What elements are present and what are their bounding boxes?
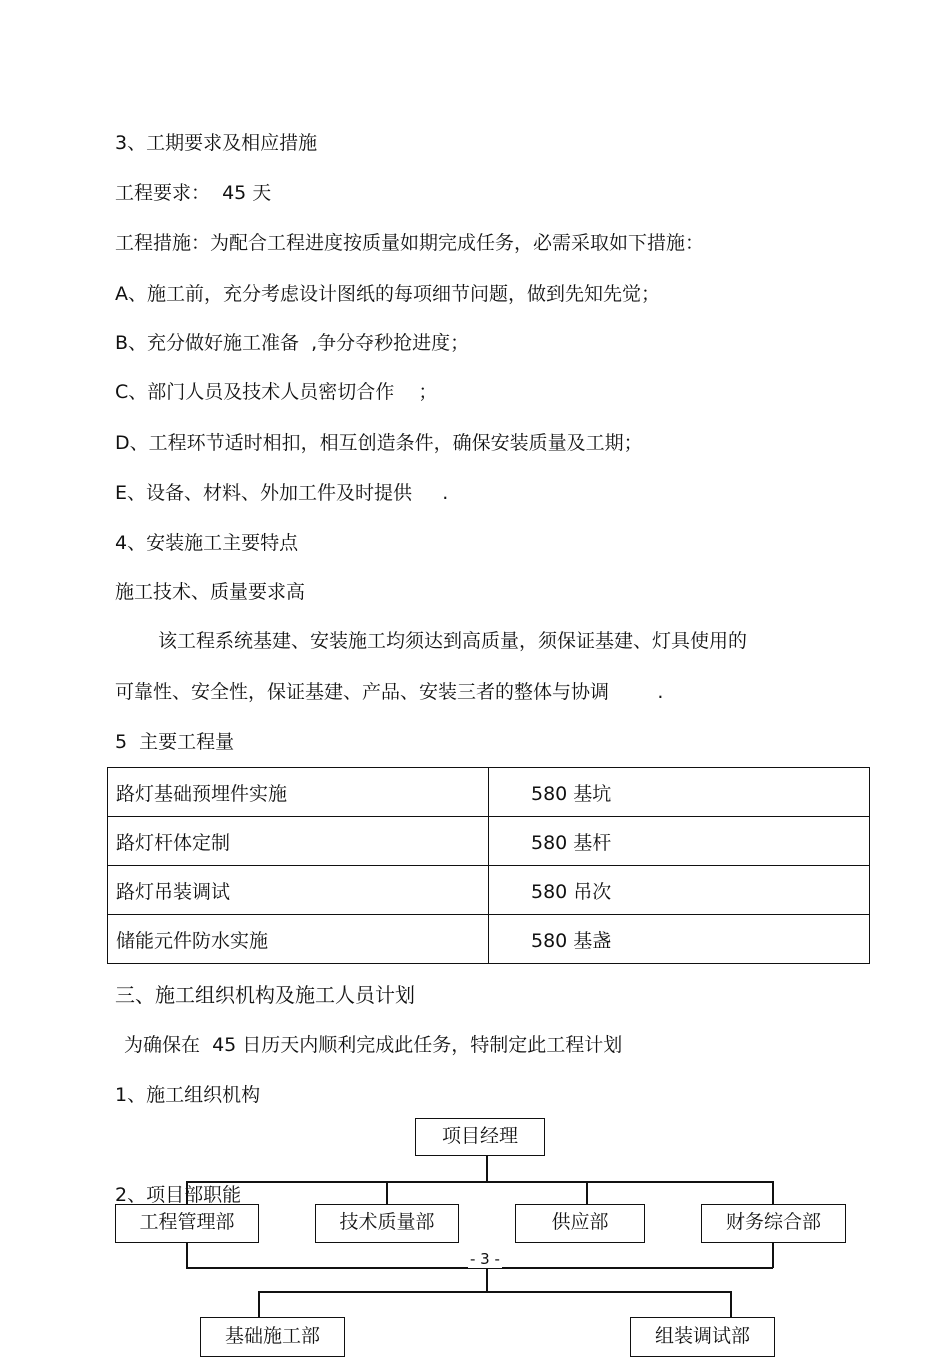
heading-schedule: 3、工期要求及相应措施 bbox=[115, 132, 318, 154]
features-paragraph-2: 可靠性、安全性，保证基建、产品、安装三者的整体与协调 . bbox=[115, 681, 664, 703]
org-connector bbox=[486, 1155, 488, 1182]
table-cell: 580 基盏 bbox=[489, 915, 870, 964]
table-row bbox=[108, 915, 870, 964]
org-node-finance-dept: 财务综合部 bbox=[701, 1204, 846, 1243]
org-node-project-manager: 项目经理 bbox=[415, 1118, 545, 1156]
measure-d: D、工程环节适时相扣，相互创造条件，确保安装质量及工期； bbox=[115, 432, 643, 454]
org-connector bbox=[186, 1242, 188, 1268]
table-row bbox=[108, 866, 870, 915]
plan-line: 为确保在 45 日历天内顺利完成此任务，特制定此工程计划 bbox=[124, 1034, 623, 1056]
project-duties-heading: 2、项目部职能 bbox=[115, 1184, 242, 1206]
table-cell: 路灯吊装调试 bbox=[108, 866, 489, 915]
heading-quantities: 5 主要工程量 bbox=[115, 731, 235, 753]
measure-a: A、施工前，充分考虑设计图纸的每项细节问题，做到先知先觉； bbox=[115, 283, 660, 305]
table-cell: 路灯基础预埋件实施 bbox=[108, 768, 489, 817]
heading-features: 4、安装施工主要特点 bbox=[115, 532, 299, 554]
table-cell: 580 吊次 bbox=[489, 866, 870, 915]
table-cell: 580 基杆 bbox=[489, 817, 870, 866]
table-cell: 储能元件防水实施 bbox=[108, 915, 489, 964]
org-node-assembly-dept: 组装调试部 bbox=[630, 1317, 775, 1357]
org-connector bbox=[586, 1181, 588, 1205]
requirement-line: 工程要求： 45 天 bbox=[115, 182, 272, 204]
org-node-tech-quality-dept: 技术质量部 bbox=[315, 1204, 459, 1243]
org-connector bbox=[258, 1291, 260, 1318]
table-row bbox=[108, 768, 870, 817]
features-paragraph-1: 该工程系统基建、安装施工均须达到高质量，须保证基建、灯具使用的 bbox=[158, 630, 748, 652]
org-connector bbox=[386, 1181, 388, 1205]
measures-intro: 工程措施：为配合工程进度按质量如期完成任务，必需采取如下措施： bbox=[115, 232, 705, 254]
table-cell: 580 基坑 bbox=[489, 768, 870, 817]
org-connector bbox=[486, 1267, 488, 1292]
org-connector bbox=[258, 1291, 730, 1293]
org-node-engineering-dept: 工程管理部 bbox=[115, 1204, 259, 1243]
section-three-heading: 三、施工组织机构及施工人员计划 bbox=[115, 983, 415, 1007]
org-connector bbox=[186, 1181, 773, 1183]
measure-c: C、部门人员及技术人员密切合作 ； bbox=[115, 381, 438, 403]
measure-b: B、充分做好施工准备 ,争分夺秒抢进度； bbox=[115, 332, 470, 354]
org-connector bbox=[772, 1181, 774, 1205]
table-row bbox=[108, 817, 870, 866]
page-number: - 3 - bbox=[470, 1250, 500, 1268]
features-line: 施工技术、质量要求高 bbox=[115, 581, 306, 603]
table-cell: 路灯杆体定制 bbox=[108, 817, 489, 866]
org-structure-heading: 1、施工组织机构 bbox=[115, 1084, 261, 1106]
org-node-foundation-dept: 基础施工部 bbox=[200, 1317, 345, 1357]
org-connector bbox=[730, 1291, 732, 1318]
org-node-supply-dept: 供应部 bbox=[515, 1204, 645, 1243]
org-connector bbox=[772, 1242, 774, 1268]
quantities-table bbox=[107, 767, 870, 964]
measure-e: E、设备、材料、外加工件及时提供 . bbox=[115, 482, 449, 504]
